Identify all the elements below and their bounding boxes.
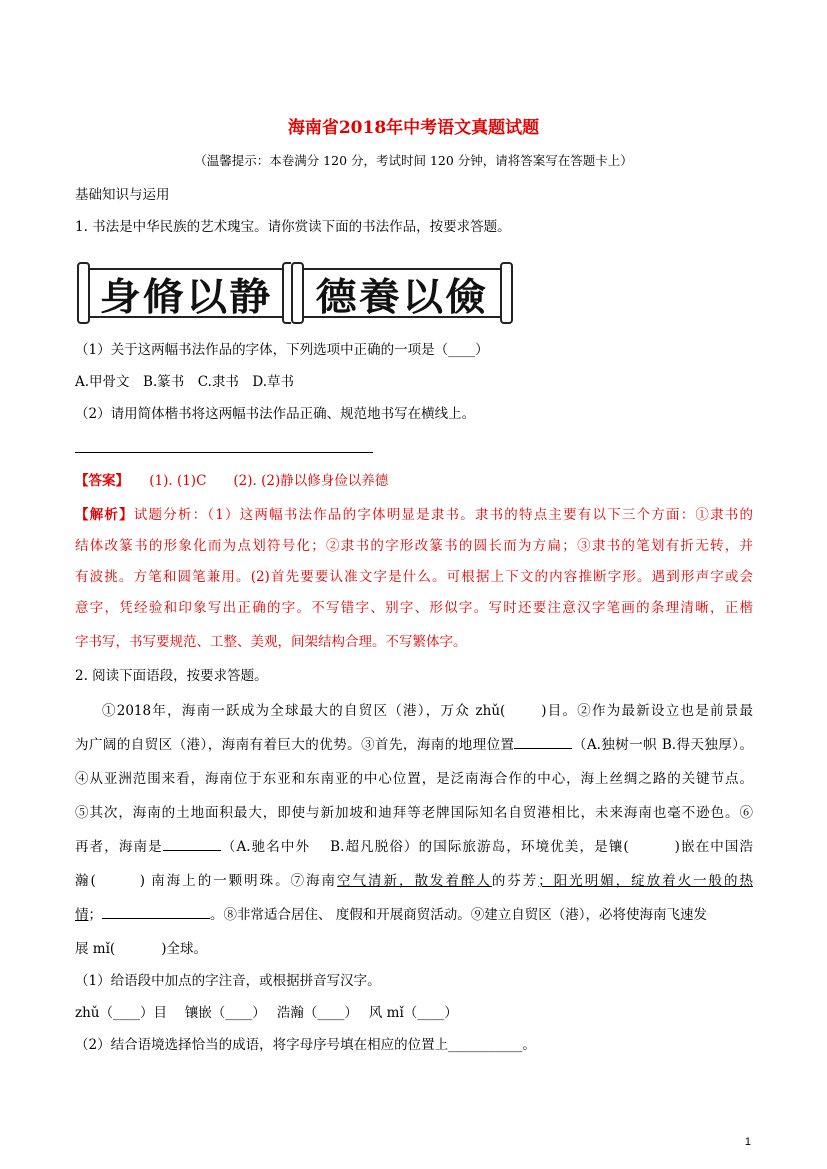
question-1-stem: 1. 书法是中华民族的艺术瑰宝。请你赏读下面的书法作品，按要求答题。 xyxy=(75,219,511,235)
question-2-sub-1-items: zhǔ（____）目 镶嵌（____） 浩瀚（____） 风 mǐ（____） xyxy=(75,1005,458,1021)
question-1-sub-1: （1）关于这两幅书法作品的字体，下列选项中正确的一项是（____） xyxy=(75,342,489,358)
answer-text: (1). (1)C (2). (2)静以修身俭以养德 xyxy=(122,473,389,489)
scroll-rod-icon xyxy=(77,262,90,324)
answer-row xyxy=(75,471,388,491)
calligraphy-scroll-left xyxy=(77,262,295,324)
scroll-rod-icon xyxy=(500,262,513,324)
analysis-line-2: 结体改篆书的形象化而为点划符号化；②隶书的字形改篆书的圆长而为方扁；③隶书的笔划有折无转，并 xyxy=(75,538,753,554)
question-2-sub-1: （1）给语段中加点的字注音，或根据拼音写汉字。 xyxy=(75,973,381,989)
answer-label: 【答案】 xyxy=(75,473,123,489)
calligraphy-text-left: 身脩以静 xyxy=(99,273,273,319)
analysis-line-3: 有波挑。方笔和圆笔兼用。(2)首先要要认准文字是什么。可根据上下文的内容推断字形。遇到形声字或会 xyxy=(75,569,753,585)
analysis-line-4: 意字，凭经验和印象写出正确的字。不写错字、别字、形似字。写时还要注意汉字笔画的条理清晰，正楷 xyxy=(75,600,753,616)
calligraphy-scroll-right xyxy=(291,262,513,324)
question-2-sub-2: （2）结合语境选择恰当的成语，将字母序号填在相应的位置上___________。 xyxy=(75,1037,536,1053)
passage-line-2: 为广阔的自贸区（港），海南有着巨大的优势。③首先，海南的地理位置 （A.独树一帜 B.得天独厚）。 xyxy=(75,733,753,757)
fill-blank[interactable] xyxy=(163,836,221,851)
page-number: 1 xyxy=(744,1136,751,1148)
passage-line-8: 展 mǐ( )全球。 xyxy=(75,941,207,957)
analysis-line-1: 【解析】试题分析：（1）这两幅书法作品的字体明显是隶书。隶书的特点主要有以下三个方面：①隶书的 xyxy=(75,507,753,523)
question-1-sub-2: （2）请用简体楷书将这两幅书法作品正确、规范地书写在横线上。 xyxy=(75,406,476,422)
exam-notice: （温馨提示：本卷满分 120 分，考试时间 120 分钟，请将答案写在答题卡上） xyxy=(194,153,633,168)
passage-line-5: 再者，海南是 （A.驰名中外 B.超凡脱俗）的国际旅游岛，环境优美，是镶( )嵌在中国浩 xyxy=(75,835,753,859)
analysis-line-5: 字书写，书写要规范、工整、美观，间架结构合理。不写繁体字。 xyxy=(75,634,467,650)
page-title: 海南省2018年中考语文真题试题 xyxy=(287,118,540,138)
calligraphy-text-right: 德養以儉 xyxy=(315,273,489,319)
analysis-label: 【解析】 xyxy=(75,507,134,523)
fill-blank[interactable] xyxy=(514,734,572,749)
question-2-stem: 2. 阅读下面语段，按要求答题。 xyxy=(75,668,268,684)
passage-line-3: ④从亚洲范围来看，海南位于东亚和东南亚的中心位置，是泛南海合作的中心，海上丝绸之路的关键节点。 xyxy=(75,771,753,787)
scroll-rod-icon xyxy=(291,262,304,324)
question-1-options: A.甲骨文 B.篆书 C.隶书 D.草书 xyxy=(75,374,295,390)
fill-blank[interactable] xyxy=(102,904,210,919)
passage-line-1: ①2018年，海南一跃成为全球最大的自贸区（港），万众 zhǔ( )目。②作为最新设立也是前景最 xyxy=(102,703,753,719)
passage-line-4: ⑤其次，海南的土地面积最大，即使与新加坡和迪拜等老牌国际知名自贸港相比，未来海南也毫不逊色。⑥ xyxy=(75,805,753,821)
answer-write-line xyxy=(75,452,373,453)
passage-line-7: 情； 。⑧非常适合居住、 度假和开展商贸活动。⑨建立自贸区（港），必将使海南飞速发 xyxy=(75,903,753,927)
section-heading: 基础知识与运用 xyxy=(75,187,170,203)
passage-line-6: 瀚( ) 南海上的一颗明珠。⑦海南空气清新，散发着醉人的芬芳；阳光明媚，绽放着火一般的热 xyxy=(75,873,754,889)
